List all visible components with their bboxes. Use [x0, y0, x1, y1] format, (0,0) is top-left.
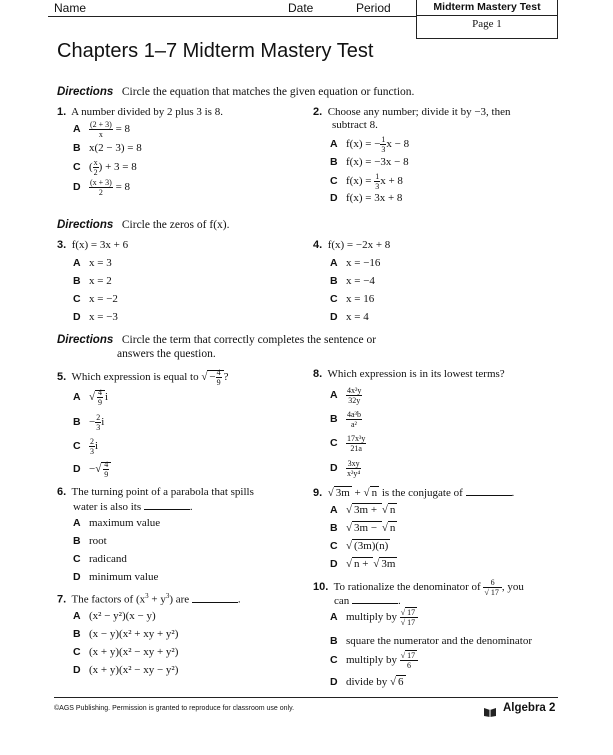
q8-option-c[interactable]: C $\frac{\text{17x³y}}{21a}$	[330, 434, 366, 453]
question-6-line2: water is also its .	[73, 501, 193, 513]
question-7: 7. The factors of $(x^3 + y^3)$ are .	[57, 592, 241, 606]
name-label: Name	[54, 1, 87, 15]
test-box	[416, 0, 558, 39]
question-2-line2: subtract 8.	[332, 119, 378, 131]
q1-option-c[interactable]: C ( $\frac{x}{2}$ ) + 3 = 8	[73, 158, 137, 177]
q2-option-d[interactable]: D f(x) = 3x + 8	[330, 192, 403, 204]
footer-rule	[54, 697, 558, 698]
q5-option-a[interactable]: A √ $\frac{4}{9}$ i	[73, 388, 109, 407]
q2-option-b[interactable]: B f(x) = −3x − 8	[330, 156, 409, 168]
q4-option-b[interactable]: B x = −4	[330, 275, 375, 287]
page-title: Chapters 1–7 Midterm Mastery Test	[57, 40, 374, 62]
question-2: 2. Choose any number; divide it by −3, then	[313, 106, 511, 118]
q10-option-a[interactable]: A multiply by $\frac{√ 17}{√ 17}$	[330, 608, 418, 627]
q9-option-b[interactable]: B √ 3m − √ n	[330, 522, 396, 534]
q9-option-a[interactable]: A √ 3m + √ n	[330, 504, 396, 516]
question-1: 1. A number divided by 2 plus 3 is 8.	[57, 106, 223, 118]
q8-option-d[interactable]: D $\frac{3xy}{\text{x²y⁴}}$	[330, 459, 361, 478]
q7-option-c[interactable]: C (x + y)(x² − xy + y²)	[73, 646, 179, 658]
q10-option-c[interactable]: C multiply by $\frac{√ 17}{6}$	[330, 651, 418, 670]
q4-option-d[interactable]: D x = 4	[330, 311, 369, 323]
q5-option-b[interactable]: B − $\frac{2}{3}$ i	[73, 413, 105, 432]
q3-option-b[interactable]: B x = 2	[73, 275, 112, 287]
header-rule	[48, 16, 416, 17]
q2-option-c[interactable]: C f(x) = $\frac{1}{3}$ x + 8	[330, 172, 403, 191]
question-10-line2: can .	[334, 595, 401, 607]
period-label: Period	[356, 1, 391, 15]
book-icon	[483, 704, 497, 722]
question-9: 9. √ 3m + √ n is the conjugate of .	[313, 487, 515, 499]
question-8: 8. Which expression is in its lowest terms?	[313, 368, 505, 380]
directions-1: Directions Circle the equation that matches the given equation or function.	[57, 86, 415, 98]
q1-option-d[interactable]: D $\frac{(x + 3)}{2}$ = 8	[73, 178, 131, 197]
q4-option-c[interactable]: C x = 16	[330, 293, 375, 305]
q5-option-c[interactable]: C $\frac{2}{3}$ i	[73, 437, 99, 456]
q6-option-c[interactable]: C radicand	[73, 553, 127, 565]
q9-option-c[interactable]: C √ (3m)(n)	[330, 540, 389, 552]
q7-option-d[interactable]: D (x + y)(x² − xy − y²)	[73, 664, 179, 676]
directions-2: Directions Circle the zeros of f(x).	[57, 219, 230, 231]
q1-option-a[interactable]: A $\frac{(2 + 3)}{x}$ = 8	[73, 120, 131, 139]
q4-option-a[interactable]: A x = −16	[330, 257, 381, 269]
question-5: 5. Which expression is equal to √ − $\frac{4}{9}$ ?	[57, 368, 229, 387]
q6-option-d[interactable]: D minimum value	[73, 571, 159, 583]
course-name: Algebra 2	[503, 702, 556, 714]
page-number: Page 1	[472, 18, 502, 30]
q5-option-d[interactable]: D −√ $\frac{4}{9}$	[73, 460, 111, 479]
q3-option-a[interactable]: A x = 3	[73, 257, 112, 269]
question-4: 4. f(x) = −2x + 8	[313, 239, 391, 251]
directions-3: Directions Circle the term that correctly completes the sentence or	[57, 334, 377, 346]
q7-option-a[interactable]: A (x² − y²)(x − y)	[73, 610, 156, 622]
q10-option-d[interactable]: D divide by √ 6	[330, 676, 404, 688]
directions-3-line2: answers the question.	[117, 348, 216, 360]
q9-option-d[interactable]: D √ n + √ 3m	[330, 558, 396, 570]
question-3: 3. f(x) = 3x + 6	[57, 239, 129, 251]
q10-option-b[interactable]: B square the numerator and the denominator	[330, 635, 533, 647]
box-title: Midterm Mastery Test	[417, 0, 557, 16]
q3-option-c[interactable]: C x = −2	[73, 293, 118, 305]
q7-option-b[interactable]: B (x − y)(x² + xy + y²)	[73, 628, 179, 640]
q8-option-b[interactable]: B $\frac{\text{4a³b}}{\text{a²}}$	[330, 410, 361, 429]
q1-option-b[interactable]: B x(2 − 3) = 8	[73, 142, 142, 154]
q2-option-a[interactable]: A f(x) = − $\frac{1}{3}$ x − 8	[330, 135, 410, 154]
question-10: 10. To rationalize the denominator of $\frac{6}{√ 17}$ , you	[313, 578, 524, 597]
q6-option-a[interactable]: A maximum value	[73, 517, 161, 529]
q6-option-b[interactable]: B root	[73, 535, 107, 547]
q8-option-a[interactable]: A $\frac{\text{4x²y}}{32y}$	[330, 386, 362, 405]
question-6: 6. The turning point of a parabola that spills	[57, 486, 254, 498]
copyright-notice: ©AGS Publishing. Permission is granted to reproduce for classroom use only.	[54, 705, 295, 712]
q3-option-d[interactable]: D x = −3	[73, 311, 118, 323]
date-label: Date	[288, 1, 314, 15]
